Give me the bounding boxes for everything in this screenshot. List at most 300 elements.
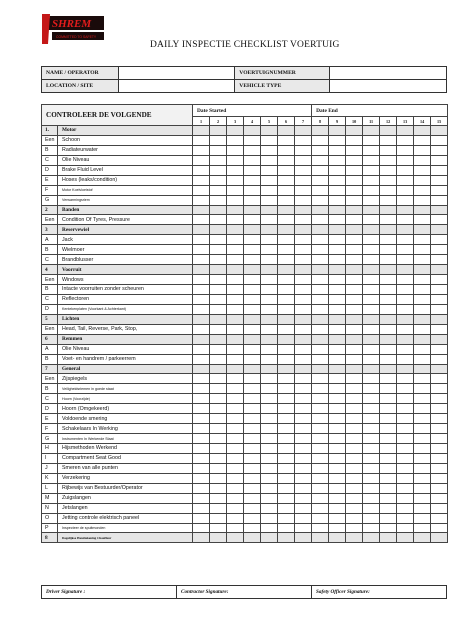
check-cell[interactable] bbox=[261, 135, 278, 145]
check-cell[interactable] bbox=[431, 394, 448, 404]
check-cell[interactable] bbox=[312, 444, 329, 454]
check-cell[interactable] bbox=[210, 215, 227, 225]
check-cell[interactable] bbox=[380, 463, 397, 473]
check-cell[interactable] bbox=[414, 145, 431, 155]
check-cell[interactable] bbox=[329, 175, 346, 185]
check-cell[interactable] bbox=[227, 374, 244, 384]
check-cell[interactable] bbox=[244, 235, 261, 245]
check-cell[interactable] bbox=[397, 275, 414, 285]
check-cell[interactable] bbox=[431, 285, 448, 295]
check-cell[interactable] bbox=[295, 453, 312, 463]
check-cell[interactable] bbox=[312, 275, 329, 285]
check-cell[interactable] bbox=[312, 503, 329, 513]
check-cell[interactable] bbox=[312, 483, 329, 493]
check-cell[interactable] bbox=[431, 175, 448, 185]
check-cell[interactable] bbox=[295, 404, 312, 414]
check-cell[interactable] bbox=[414, 245, 431, 255]
check-cell[interactable] bbox=[312, 354, 329, 364]
check-cell[interactable] bbox=[414, 135, 431, 145]
check-cell[interactable] bbox=[193, 175, 210, 185]
check-cell[interactable] bbox=[414, 255, 431, 265]
check-cell[interactable] bbox=[397, 384, 414, 394]
check-cell[interactable] bbox=[363, 155, 380, 165]
check-cell[interactable] bbox=[431, 255, 448, 265]
check-cell[interactable] bbox=[346, 463, 363, 473]
check-cell[interactable] bbox=[363, 145, 380, 155]
check-cell[interactable] bbox=[193, 145, 210, 155]
check-cell[interactable] bbox=[193, 473, 210, 483]
check-cell[interactable] bbox=[295, 165, 312, 175]
check-cell[interactable] bbox=[312, 294, 329, 304]
check-cell[interactable] bbox=[363, 304, 380, 314]
check-cell[interactable] bbox=[210, 453, 227, 463]
check-cell[interactable] bbox=[312, 195, 329, 205]
check-cell[interactable] bbox=[380, 374, 397, 384]
check-cell[interactable] bbox=[210, 324, 227, 334]
check-cell[interactable] bbox=[227, 523, 244, 533]
check-cell[interactable] bbox=[278, 453, 295, 463]
check-cell[interactable] bbox=[431, 444, 448, 454]
check-cell[interactable] bbox=[193, 285, 210, 295]
check-cell[interactable] bbox=[295, 344, 312, 354]
check-cell[interactable] bbox=[346, 424, 363, 434]
check-cell[interactable] bbox=[312, 235, 329, 245]
check-cell[interactable] bbox=[193, 294, 210, 304]
check-cell[interactable] bbox=[193, 404, 210, 414]
check-cell[interactable] bbox=[210, 135, 227, 145]
check-cell[interactable] bbox=[278, 145, 295, 155]
check-cell[interactable] bbox=[397, 285, 414, 295]
check-cell[interactable] bbox=[414, 424, 431, 434]
check-cell[interactable] bbox=[397, 463, 414, 473]
check-cell[interactable] bbox=[193, 245, 210, 255]
check-cell[interactable] bbox=[431, 354, 448, 364]
check-cell[interactable] bbox=[210, 255, 227, 265]
check-cell[interactable] bbox=[210, 245, 227, 255]
check-cell[interactable] bbox=[431, 245, 448, 255]
check-cell[interactable] bbox=[244, 404, 261, 414]
check-cell[interactable] bbox=[227, 453, 244, 463]
check-cell[interactable] bbox=[244, 135, 261, 145]
check-cell[interactable] bbox=[363, 493, 380, 503]
check-cell[interactable] bbox=[346, 235, 363, 245]
check-cell[interactable] bbox=[397, 155, 414, 165]
check-cell[interactable] bbox=[278, 324, 295, 334]
check-cell[interactable] bbox=[227, 195, 244, 205]
check-cell[interactable] bbox=[261, 195, 278, 205]
check-cell[interactable] bbox=[295, 354, 312, 364]
check-cell[interactable] bbox=[278, 414, 295, 424]
check-cell[interactable] bbox=[346, 414, 363, 424]
check-cell[interactable] bbox=[329, 444, 346, 454]
check-cell[interactable] bbox=[227, 503, 244, 513]
check-cell[interactable] bbox=[346, 374, 363, 384]
check-cell[interactable] bbox=[380, 483, 397, 493]
check-cell[interactable] bbox=[414, 493, 431, 503]
check-cell[interactable] bbox=[193, 324, 210, 334]
check-cell[interactable] bbox=[363, 165, 380, 175]
check-cell[interactable] bbox=[244, 165, 261, 175]
check-cell[interactable] bbox=[295, 493, 312, 503]
check-cell[interactable] bbox=[346, 344, 363, 354]
check-cell[interactable] bbox=[380, 453, 397, 463]
check-cell[interactable] bbox=[261, 215, 278, 225]
check-cell[interactable] bbox=[227, 165, 244, 175]
check-cell[interactable] bbox=[295, 235, 312, 245]
check-cell[interactable] bbox=[346, 513, 363, 523]
check-cell[interactable] bbox=[346, 165, 363, 175]
check-cell[interactable] bbox=[227, 294, 244, 304]
check-cell[interactable] bbox=[227, 424, 244, 434]
check-cell[interactable] bbox=[193, 394, 210, 404]
check-cell[interactable] bbox=[227, 145, 244, 155]
check-cell[interactable] bbox=[244, 434, 261, 444]
check-cell[interactable] bbox=[261, 453, 278, 463]
check-cell[interactable] bbox=[193, 483, 210, 493]
check-cell[interactable] bbox=[380, 255, 397, 265]
check-cell[interactable] bbox=[278, 394, 295, 404]
check-cell[interactable] bbox=[431, 215, 448, 225]
check-cell[interactable] bbox=[329, 354, 346, 364]
check-cell[interactable] bbox=[363, 483, 380, 493]
check-cell[interactable] bbox=[278, 444, 295, 454]
check-cell[interactable] bbox=[329, 344, 346, 354]
check-cell[interactable] bbox=[431, 384, 448, 394]
check-cell[interactable] bbox=[278, 245, 295, 255]
check-cell[interactable] bbox=[210, 175, 227, 185]
check-cell[interactable] bbox=[295, 434, 312, 444]
check-cell[interactable] bbox=[261, 444, 278, 454]
check-cell[interactable] bbox=[261, 275, 278, 285]
check-cell[interactable] bbox=[312, 155, 329, 165]
check-cell[interactable] bbox=[346, 483, 363, 493]
check-cell[interactable] bbox=[278, 235, 295, 245]
check-cell[interactable] bbox=[278, 483, 295, 493]
check-cell[interactable] bbox=[295, 324, 312, 334]
check-cell[interactable] bbox=[380, 185, 397, 195]
check-cell[interactable] bbox=[346, 404, 363, 414]
check-cell[interactable] bbox=[414, 483, 431, 493]
check-cell[interactable] bbox=[397, 483, 414, 493]
check-cell[interactable] bbox=[261, 404, 278, 414]
check-cell[interactable] bbox=[380, 503, 397, 513]
check-cell[interactable] bbox=[193, 344, 210, 354]
check-cell[interactable] bbox=[227, 185, 244, 195]
check-cell[interactable] bbox=[380, 294, 397, 304]
check-cell[interactable] bbox=[261, 294, 278, 304]
check-cell[interactable] bbox=[278, 384, 295, 394]
check-cell[interactable] bbox=[244, 354, 261, 364]
check-cell[interactable] bbox=[431, 344, 448, 354]
check-cell[interactable] bbox=[278, 165, 295, 175]
check-cell[interactable] bbox=[414, 444, 431, 454]
check-cell[interactable] bbox=[295, 285, 312, 295]
check-cell[interactable] bbox=[193, 215, 210, 225]
check-cell[interactable] bbox=[227, 394, 244, 404]
check-cell[interactable] bbox=[244, 453, 261, 463]
check-cell[interactable] bbox=[346, 175, 363, 185]
check-cell[interactable] bbox=[397, 414, 414, 424]
check-cell[interactable] bbox=[329, 285, 346, 295]
check-cell[interactable] bbox=[244, 414, 261, 424]
check-cell[interactable] bbox=[363, 344, 380, 354]
check-cell[interactable] bbox=[397, 145, 414, 155]
check-cell[interactable] bbox=[346, 294, 363, 304]
check-cell[interactable] bbox=[431, 235, 448, 245]
check-cell[interactable] bbox=[397, 513, 414, 523]
check-cell[interactable] bbox=[278, 215, 295, 225]
check-cell[interactable] bbox=[397, 135, 414, 145]
check-cell[interactable] bbox=[295, 135, 312, 145]
check-cell[interactable] bbox=[431, 294, 448, 304]
check-cell[interactable] bbox=[278, 434, 295, 444]
check-cell[interactable] bbox=[295, 384, 312, 394]
check-cell[interactable] bbox=[329, 165, 346, 175]
check-cell[interactable] bbox=[414, 324, 431, 334]
check-cell[interactable] bbox=[261, 285, 278, 295]
check-cell[interactable] bbox=[363, 444, 380, 454]
check-cell[interactable] bbox=[295, 414, 312, 424]
check-cell[interactable] bbox=[397, 195, 414, 205]
check-cell[interactable] bbox=[346, 245, 363, 255]
check-cell[interactable] bbox=[329, 374, 346, 384]
check-cell[interactable] bbox=[227, 235, 244, 245]
check-cell[interactable] bbox=[346, 135, 363, 145]
check-cell[interactable] bbox=[414, 195, 431, 205]
check-cell[interactable] bbox=[244, 523, 261, 533]
check-cell[interactable] bbox=[346, 255, 363, 265]
check-cell[interactable] bbox=[431, 165, 448, 175]
check-cell[interactable] bbox=[346, 145, 363, 155]
check-cell[interactable] bbox=[380, 235, 397, 245]
check-cell[interactable] bbox=[414, 473, 431, 483]
check-cell[interactable] bbox=[295, 374, 312, 384]
check-cell[interactable] bbox=[329, 483, 346, 493]
check-cell[interactable] bbox=[363, 453, 380, 463]
check-cell[interactable] bbox=[329, 493, 346, 503]
check-cell[interactable] bbox=[278, 354, 295, 364]
check-cell[interactable] bbox=[312, 384, 329, 394]
check-cell[interactable] bbox=[431, 324, 448, 334]
check-cell[interactable] bbox=[431, 473, 448, 483]
check-cell[interactable] bbox=[227, 324, 244, 334]
check-cell[interactable] bbox=[431, 304, 448, 314]
check-cell[interactable] bbox=[295, 473, 312, 483]
check-cell[interactable] bbox=[295, 523, 312, 533]
check-cell[interactable] bbox=[278, 344, 295, 354]
check-cell[interactable] bbox=[295, 294, 312, 304]
check-cell[interactable] bbox=[346, 304, 363, 314]
check-cell[interactable] bbox=[193, 275, 210, 285]
check-cell[interactable] bbox=[380, 285, 397, 295]
check-cell[interactable] bbox=[261, 414, 278, 424]
check-cell[interactable] bbox=[261, 354, 278, 364]
check-cell[interactable] bbox=[261, 434, 278, 444]
check-cell[interactable] bbox=[193, 374, 210, 384]
check-cell[interactable] bbox=[295, 394, 312, 404]
check-cell[interactable] bbox=[193, 354, 210, 364]
check-cell[interactable] bbox=[380, 424, 397, 434]
check-cell[interactable] bbox=[431, 195, 448, 205]
check-cell[interactable] bbox=[261, 255, 278, 265]
check-cell[interactable] bbox=[397, 324, 414, 334]
check-cell[interactable] bbox=[431, 513, 448, 523]
check-cell[interactable] bbox=[380, 434, 397, 444]
check-cell[interactable] bbox=[227, 493, 244, 503]
check-cell[interactable] bbox=[414, 304, 431, 314]
check-cell[interactable] bbox=[210, 304, 227, 314]
check-cell[interactable] bbox=[193, 503, 210, 513]
check-cell[interactable] bbox=[261, 304, 278, 314]
check-cell[interactable] bbox=[380, 523, 397, 533]
check-cell[interactable] bbox=[312, 185, 329, 195]
check-cell[interactable] bbox=[244, 285, 261, 295]
check-cell[interactable] bbox=[346, 503, 363, 513]
check-cell[interactable] bbox=[295, 304, 312, 314]
check-cell[interactable] bbox=[380, 195, 397, 205]
check-cell[interactable] bbox=[193, 304, 210, 314]
check-cell[interactable] bbox=[261, 145, 278, 155]
check-cell[interactable] bbox=[210, 235, 227, 245]
check-cell[interactable] bbox=[261, 463, 278, 473]
check-cell[interactable] bbox=[397, 304, 414, 314]
check-cell[interactable] bbox=[380, 493, 397, 503]
check-cell[interactable] bbox=[244, 304, 261, 314]
check-cell[interactable] bbox=[431, 493, 448, 503]
check-cell[interactable] bbox=[227, 414, 244, 424]
check-cell[interactable] bbox=[278, 463, 295, 473]
check-cell[interactable] bbox=[312, 374, 329, 384]
check-cell[interactable] bbox=[210, 165, 227, 175]
check-cell[interactable] bbox=[397, 444, 414, 454]
check-cell[interactable] bbox=[295, 463, 312, 473]
check-cell[interactable] bbox=[346, 215, 363, 225]
check-cell[interactable] bbox=[329, 145, 346, 155]
check-cell[interactable] bbox=[210, 394, 227, 404]
check-cell[interactable] bbox=[346, 155, 363, 165]
check-cell[interactable] bbox=[210, 195, 227, 205]
check-cell[interactable] bbox=[397, 493, 414, 503]
check-cell[interactable] bbox=[380, 384, 397, 394]
check-cell[interactable] bbox=[193, 235, 210, 245]
check-cell[interactable] bbox=[329, 384, 346, 394]
check-cell[interactable] bbox=[414, 404, 431, 414]
check-cell[interactable] bbox=[312, 255, 329, 265]
location-site-field[interactable] bbox=[118, 80, 235, 93]
check-cell[interactable] bbox=[329, 155, 346, 165]
check-cell[interactable] bbox=[210, 145, 227, 155]
check-cell[interactable] bbox=[278, 424, 295, 434]
check-cell[interactable] bbox=[244, 294, 261, 304]
check-cell[interactable] bbox=[261, 493, 278, 503]
check-cell[interactable] bbox=[295, 215, 312, 225]
check-cell[interactable] bbox=[210, 374, 227, 384]
check-cell[interactable] bbox=[227, 255, 244, 265]
check-cell[interactable] bbox=[210, 493, 227, 503]
check-cell[interactable] bbox=[329, 304, 346, 314]
check-cell[interactable] bbox=[312, 424, 329, 434]
check-cell[interactable] bbox=[227, 434, 244, 444]
check-cell[interactable] bbox=[363, 245, 380, 255]
check-cell[interactable] bbox=[397, 424, 414, 434]
check-cell[interactable] bbox=[329, 195, 346, 205]
check-cell[interactable] bbox=[295, 145, 312, 155]
check-cell[interactable] bbox=[227, 463, 244, 473]
check-cell[interactable] bbox=[329, 414, 346, 424]
check-cell[interactable] bbox=[227, 285, 244, 295]
check-cell[interactable] bbox=[227, 135, 244, 145]
check-cell[interactable] bbox=[397, 344, 414, 354]
name-operator-field[interactable] bbox=[118, 67, 235, 80]
check-cell[interactable] bbox=[397, 165, 414, 175]
check-cell[interactable] bbox=[261, 424, 278, 434]
check-cell[interactable] bbox=[329, 235, 346, 245]
check-cell[interactable] bbox=[312, 165, 329, 175]
check-cell[interactable] bbox=[312, 304, 329, 314]
check-cell[interactable] bbox=[244, 155, 261, 165]
check-cell[interactable] bbox=[346, 394, 363, 404]
check-cell[interactable] bbox=[363, 394, 380, 404]
check-cell[interactable] bbox=[346, 523, 363, 533]
check-cell[interactable] bbox=[295, 155, 312, 165]
check-cell[interactable] bbox=[261, 185, 278, 195]
check-cell[interactable] bbox=[380, 414, 397, 424]
check-cell[interactable] bbox=[380, 165, 397, 175]
check-cell[interactable] bbox=[329, 394, 346, 404]
check-cell[interactable] bbox=[431, 523, 448, 533]
check-cell[interactable] bbox=[244, 195, 261, 205]
check-cell[interactable] bbox=[193, 384, 210, 394]
check-cell[interactable] bbox=[295, 424, 312, 434]
check-cell[interactable] bbox=[363, 354, 380, 364]
check-cell[interactable] bbox=[278, 175, 295, 185]
check-cell[interactable] bbox=[193, 493, 210, 503]
check-cell[interactable] bbox=[397, 434, 414, 444]
check-cell[interactable] bbox=[312, 473, 329, 483]
check-cell[interactable] bbox=[380, 135, 397, 145]
check-cell[interactable] bbox=[210, 185, 227, 195]
check-cell[interactable] bbox=[329, 255, 346, 265]
check-cell[interactable] bbox=[397, 185, 414, 195]
check-cell[interactable] bbox=[244, 513, 261, 523]
check-cell[interactable] bbox=[244, 175, 261, 185]
check-cell[interactable] bbox=[244, 463, 261, 473]
check-cell[interactable] bbox=[295, 175, 312, 185]
check-cell[interactable] bbox=[329, 324, 346, 334]
check-cell[interactable] bbox=[397, 404, 414, 414]
check-cell[interactable] bbox=[414, 185, 431, 195]
check-cell[interactable] bbox=[244, 215, 261, 225]
check-cell[interactable] bbox=[414, 453, 431, 463]
check-cell[interactable] bbox=[431, 463, 448, 473]
check-cell[interactable] bbox=[431, 414, 448, 424]
check-cell[interactable] bbox=[397, 473, 414, 483]
check-cell[interactable] bbox=[210, 344, 227, 354]
check-cell[interactable] bbox=[414, 463, 431, 473]
check-cell[interactable] bbox=[414, 155, 431, 165]
check-cell[interactable] bbox=[261, 155, 278, 165]
check-cell[interactable] bbox=[193, 424, 210, 434]
check-cell[interactable] bbox=[414, 513, 431, 523]
check-cell[interactable] bbox=[193, 414, 210, 424]
check-cell[interactable] bbox=[261, 324, 278, 334]
check-cell[interactable] bbox=[431, 404, 448, 414]
check-cell[interactable] bbox=[414, 275, 431, 285]
check-cell[interactable] bbox=[261, 483, 278, 493]
check-cell[interactable] bbox=[278, 493, 295, 503]
check-cell[interactable] bbox=[414, 165, 431, 175]
check-cell[interactable] bbox=[329, 185, 346, 195]
